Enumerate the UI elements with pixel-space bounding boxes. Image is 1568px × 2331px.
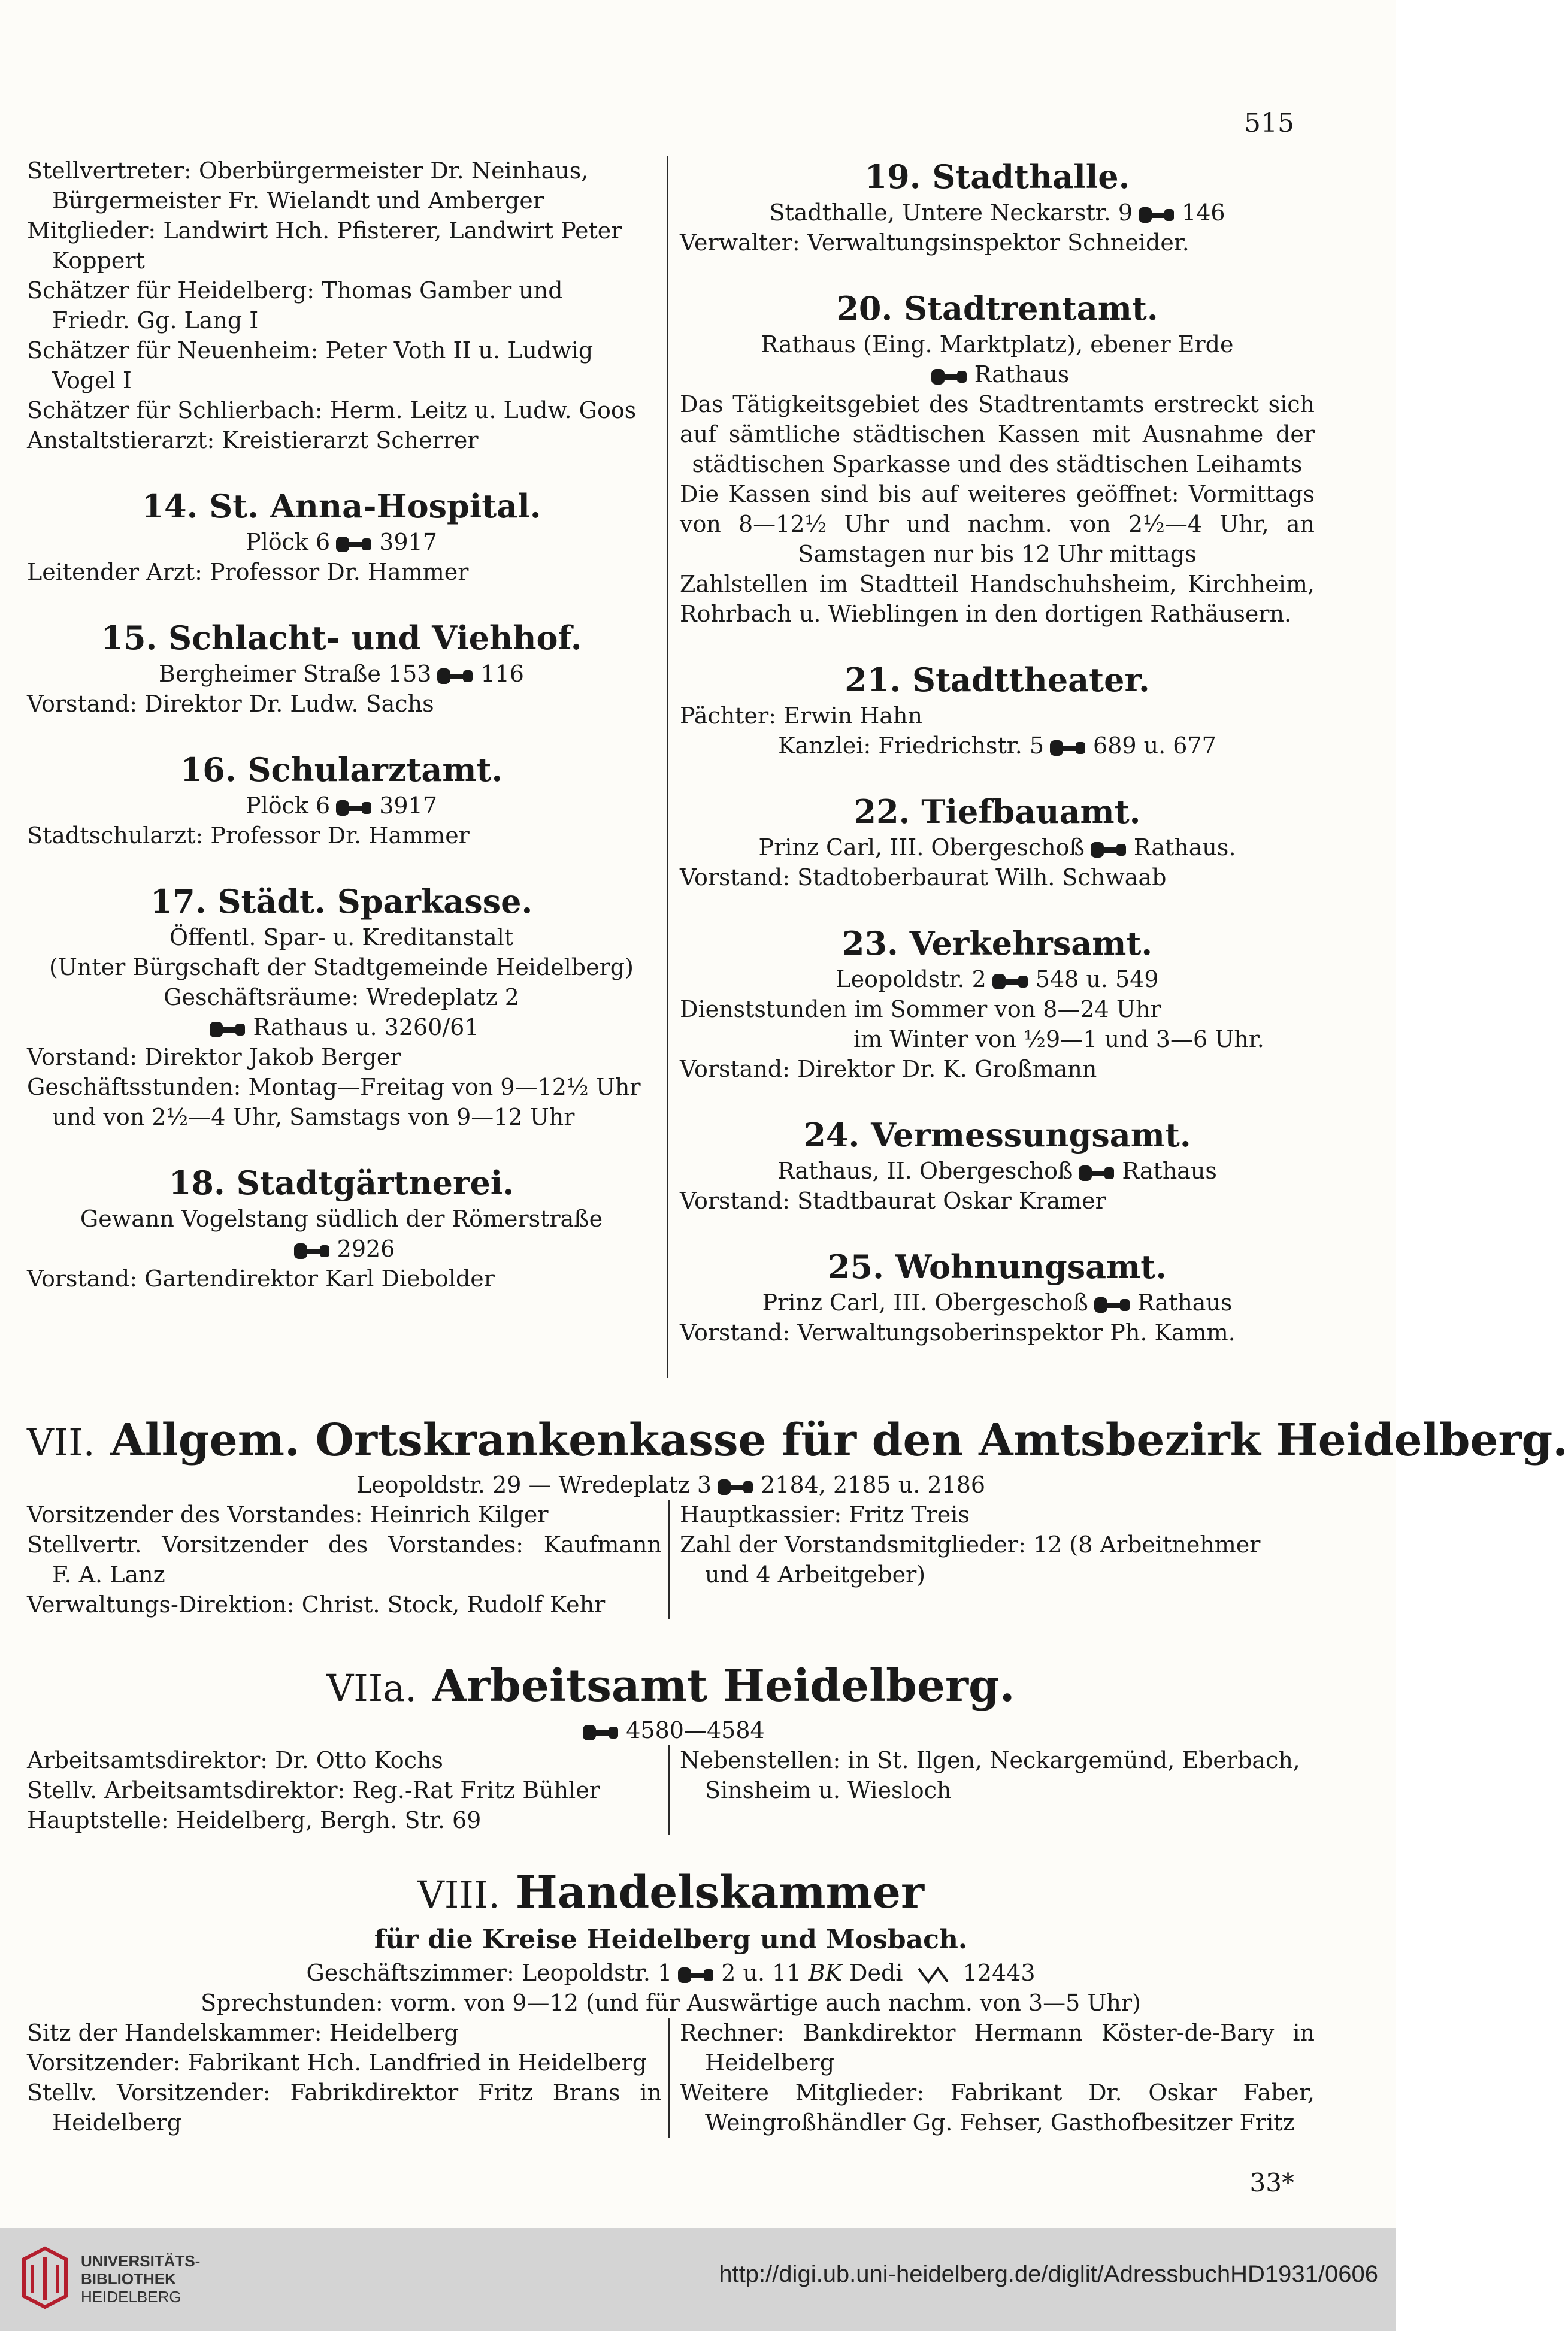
source-url-link[interactable]: http://digi.ub.uni-heidelberg.de/diglit/AdressbuchHD1931/0606 bbox=[719, 2261, 1378, 2287]
telephone-icon bbox=[1079, 1166, 1116, 1181]
phone-number: 2 u. 11 bbox=[721, 1960, 801, 1986]
library-name-line: UNIVERSITÄTS- bbox=[81, 2252, 201, 2270]
library-name bbox=[81, 2252, 200, 2306]
left-column bbox=[27, 2018, 662, 2138]
address: Kanzlei: Friedrichstr. 5 bbox=[778, 732, 1045, 759]
telephone-icon bbox=[1050, 740, 1087, 756]
address-line bbox=[680, 1288, 1315, 1318]
address-line bbox=[680, 964, 1315, 994]
person-line: Stellv. Vorsitzender: Fabrikdirektor Fritz Brans in bbox=[27, 2079, 662, 2106]
address-line bbox=[680, 731, 1315, 761]
person-line: Vorsitzender: Fabrikant Hch. Landfried in Heidelberg bbox=[27, 2050, 647, 2076]
section-title bbox=[27, 1866, 1315, 1922]
left-column bbox=[27, 1745, 662, 1835]
address-line bbox=[680, 1156, 1315, 1186]
address-line bbox=[27, 659, 656, 689]
section-heading: 14. St. Anna-Hospital. bbox=[141, 487, 541, 525]
info-line: Gewann Vogelstang südlich der Römerstraße bbox=[80, 1206, 603, 1232]
address: Bergheimer Straße 153 bbox=[159, 661, 432, 687]
section-heading: 19. Stadthalle. bbox=[864, 158, 1130, 196]
phone-line bbox=[27, 1715, 1315, 1745]
address: Stadthalle, Untere Neckarstr. 9 bbox=[769, 199, 1133, 226]
section-viii bbox=[27, 1866, 1315, 2138]
two-column-directory bbox=[27, 156, 1315, 1378]
right-column bbox=[680, 1500, 1315, 1590]
phone-line bbox=[27, 1234, 656, 1264]
telephone-icon bbox=[931, 369, 968, 385]
telegraph-number: 12443 bbox=[962, 1960, 1036, 1986]
telephone-icon bbox=[1091, 842, 1128, 858]
right-column bbox=[680, 2018, 1315, 2138]
person-line: Vorstand: Stadtoberbaurat Wilh. Schwaab bbox=[680, 864, 1167, 891]
left-column bbox=[27, 156, 656, 1294]
telephone-icon bbox=[294, 1243, 331, 1259]
intro-line: Friedr. Gg. Lang I bbox=[52, 307, 259, 334]
intro-line: Schätzer für Heidelberg: Thomas Gamber und bbox=[27, 277, 563, 304]
phone-number: Rathaus u. 3260/61 bbox=[253, 1014, 479, 1040]
person-line: Hauptkassier: Fritz Treis bbox=[680, 1501, 970, 1528]
intro-line: Bürgermeister Fr. Wielandt und Amberger bbox=[52, 187, 544, 214]
address: Plöck 6 bbox=[246, 792, 331, 819]
person-line: Sitz der Handelskammer: Heidelberg bbox=[27, 2020, 459, 2046]
section-heading: 22. Tiefbauamt. bbox=[853, 792, 1141, 831]
telephone-icon bbox=[210, 1022, 247, 1037]
address: Leopoldstr. 29 — Wredeplatz 3 bbox=[356, 1472, 712, 1498]
phone-number: 2926 bbox=[337, 1236, 395, 1262]
address-line: Rathaus (Eing. Marktplatz), ebener Erde bbox=[761, 331, 1234, 358]
telephone-icon bbox=[336, 537, 373, 552]
phone-number: 689 u. 677 bbox=[1093, 732, 1216, 759]
bk-abbreviation: BK bbox=[808, 1960, 842, 1986]
address-line bbox=[27, 791, 656, 821]
page-number: 515 bbox=[1244, 108, 1294, 138]
info-line: Öffentl. Spar- u. Kreditanstalt bbox=[169, 924, 514, 950]
telephone-icon bbox=[1094, 1297, 1131, 1313]
person-line: Hauptstelle: Heidelberg, Bergh. Str. 69 bbox=[27, 1807, 482, 1833]
intro-line: Vogel I bbox=[52, 367, 132, 393]
telephone-icon bbox=[336, 800, 373, 816]
section-heading: 25. Wohnungsamt. bbox=[827, 1248, 1167, 1286]
section-heading: 18. Stadtgärtnerei. bbox=[168, 1164, 514, 1202]
address: Leopoldstr. 2 bbox=[836, 966, 986, 992]
section-heading: 20. Stadtrentamt. bbox=[836, 289, 1158, 328]
paragraph-line: Die Kassen sind bis auf weiteres geöffnet: Vormittags bbox=[680, 481, 1315, 507]
phone-number: 2184, 2185 u. 2186 bbox=[761, 1472, 986, 1498]
paragraph-line: Samstagen nur bis 12 Uhr mittags bbox=[798, 541, 1197, 567]
section-heading: 16. Schularztamt. bbox=[180, 750, 503, 789]
phone-number: 3917 bbox=[379, 529, 437, 555]
phone-number: 4580—4584 bbox=[626, 1717, 765, 1743]
column-divider bbox=[667, 156, 668, 1378]
address: Plöck 6 bbox=[246, 529, 331, 555]
paragraph-line: Rohrbach u. Wieblingen in den dortigen Rathäusern. bbox=[680, 601, 1292, 627]
hours-line: im Winter von ½9—1 und 3—6 Uhr. bbox=[853, 1026, 1264, 1052]
section-heading: 15. Schlacht- und Viehhof. bbox=[101, 619, 582, 657]
address: Prinz Carl, III. Obergeschoß bbox=[762, 1289, 1088, 1316]
section-heading: 21. Stadttheater. bbox=[844, 661, 1150, 699]
library-name-line: BIBLIOTHEK bbox=[81, 2270, 176, 2288]
office-line bbox=[27, 1958, 1315, 1988]
phone-number: Rathaus bbox=[974, 361, 1070, 388]
address: Rathaus, II. Obergeschoß bbox=[777, 1158, 1073, 1184]
section-columns bbox=[27, 1745, 1315, 1835]
intro-line: Schätzer für Schlierbach: Herm. Leitz u. Ludw. Goos bbox=[27, 397, 637, 423]
person-line: und 4 Arbeitgeber) bbox=[705, 1561, 926, 1588]
intro-line: Mitglieder: Landwirt Hch. Pfisterer, Landwirt Peter bbox=[27, 217, 622, 244]
signature-mark: 33* bbox=[1249, 2168, 1294, 2197]
telephone-icon bbox=[718, 1479, 755, 1495]
address: Prinz Carl, III. Obergeschoß bbox=[758, 834, 1085, 861]
section-name: Arbeitsamt Heidelberg. bbox=[432, 1660, 1015, 1712]
section-columns bbox=[27, 1500, 1315, 1619]
telephone-icon bbox=[992, 974, 1030, 989]
dedi-label: Dedi bbox=[849, 1960, 903, 1986]
address-line bbox=[680, 833, 1315, 862]
person-line: Vorstand: Stadtbaurat Oskar Kramer bbox=[680, 1188, 1106, 1214]
phone-number: Rathaus bbox=[1137, 1289, 1233, 1316]
person-line: Heidelberg bbox=[52, 2109, 182, 2136]
left-column bbox=[27, 1500, 662, 1619]
office-address: Geschäftszimmer: Leopoldstr. 1 bbox=[306, 1960, 673, 1986]
section-title bbox=[27, 1413, 1568, 1470]
section-subtitle: für die Kreise Heidelberg und Mosbach. bbox=[374, 1924, 968, 1955]
hours-line: Sprechstunden: vorm. von 9—12 (und für Auswärtige auch nachm. von 3—5 Uhr) bbox=[201, 1990, 1141, 2016]
column-divider bbox=[668, 2018, 670, 2138]
right-column bbox=[680, 156, 1315, 1348]
section-number: VII. bbox=[27, 1421, 95, 1464]
person-line: Zahl der Vorstandsmitglieder: 12 (8 Arbeitnehmer bbox=[680, 1531, 1261, 1558]
person-line: Stellv. Arbeitsamtsdirektor: Reg.-Rat Fritz Bühler bbox=[27, 1777, 600, 1803]
telephone-icon bbox=[678, 1967, 715, 1983]
person-line: Leitender Arzt: Professor Dr. Hammer bbox=[27, 559, 469, 585]
paragraph-line: auf sämtliche städtischen Kassen mit Ausnahme der bbox=[680, 421, 1315, 447]
column-divider bbox=[668, 1500, 670, 1619]
address-line bbox=[27, 1470, 1315, 1500]
section-viia bbox=[27, 1659, 1315, 1835]
phone-number: Rathaus bbox=[1122, 1158, 1217, 1184]
address-line bbox=[680, 198, 1315, 228]
person-line: Vorstand: Direktor Dr. Ludw. Sachs bbox=[27, 691, 434, 717]
person-line: Heidelberg bbox=[705, 2050, 835, 2076]
phone-number: 116 bbox=[480, 661, 524, 687]
phone-number: 548 u. 549 bbox=[1035, 966, 1159, 992]
telephone-icon bbox=[1139, 207, 1176, 223]
telegraph-icon bbox=[916, 1966, 950, 1984]
phone-line bbox=[680, 359, 1315, 389]
person-line: Stellvertr. Vorsitzender des Vorstandes: Kaufmann bbox=[27, 1531, 662, 1558]
section-vii bbox=[27, 1413, 1568, 1619]
library-name-line: HEIDELBERG bbox=[81, 2288, 181, 2306]
paragraph-line: von 8—12½ Uhr und nachm. von 2½—4 Uhr, an bbox=[680, 511, 1315, 537]
intro-line: Stellvertreter: Oberbürgermeister Dr. Neinhaus, bbox=[27, 158, 589, 184]
person-line: Rechner: Bankdirektor Hermann Köster-de-Bary in bbox=[680, 2020, 1315, 2046]
phone-number: 146 bbox=[1182, 199, 1225, 226]
paragraph-line: städtischen Sparkasse und des städtischen Leihamts bbox=[692, 451, 1303, 477]
paragraph-line: Zahlstellen im Stadtteil Handschuhsheim, Kirchheim, bbox=[680, 571, 1315, 597]
person-line: Vorstand: Verwaltungsoberinspektor Ph. Kamm. bbox=[680, 1319, 1236, 1346]
person-line: Weingroßhändler Gg. Fehser, Gasthofbesitzer Fritz bbox=[705, 2109, 1295, 2136]
intro-line: Anstaltstierarzt: Kreistierarzt Scherrer bbox=[27, 427, 479, 453]
section-name: Allgem. Ortskrankenkasse für den Amtsbezirk Heidelberg. bbox=[110, 1415, 1568, 1466]
section-heading: 17. Städt. Sparkasse. bbox=[150, 882, 533, 921]
hours-line: Geschäftsstunden: Montag—Freitag von 9—12½ Uhr bbox=[27, 1074, 641, 1100]
section-heading: 23. Verkehrsamt. bbox=[841, 924, 1153, 962]
intro-line: Koppert bbox=[52, 247, 145, 274]
library-logo-icon bbox=[18, 2245, 72, 2311]
phone-number: 3917 bbox=[379, 792, 437, 819]
person-line: Vorsitzender des Vorstandes: Heinrich Kilger bbox=[27, 1501, 549, 1528]
section-number: VIIa. bbox=[326, 1666, 417, 1710]
person-line: Pächter: Erwin Hahn bbox=[680, 703, 922, 729]
footer-bar bbox=[0, 2228, 1396, 2331]
section-heading: 24. Vermessungsamt. bbox=[803, 1116, 1191, 1154]
hours-line: und von 2½—4 Uhr, Samstags von 9—12 Uhr bbox=[52, 1104, 575, 1130]
column-divider bbox=[668, 1745, 670, 1835]
info-line: Geschäftsräume: Wredeplatz 2 bbox=[164, 984, 519, 1010]
person-line: Stadtschularzt: Professor Dr. Hammer bbox=[27, 822, 470, 849]
person-line: Verwaltungs-Direktion: Christ. Stock, Rudolf Kehr bbox=[27, 1591, 606, 1618]
address-line bbox=[27, 527, 656, 557]
hours-line: Dienststunden im Sommer von 8—24 Uhr bbox=[680, 996, 1161, 1022]
intro-line: Schätzer für Neuenheim: Peter Voth II u. Ludwig bbox=[27, 337, 594, 364]
phone-number: Rathaus. bbox=[1133, 834, 1236, 861]
right-column bbox=[680, 1745, 1315, 1805]
section-title bbox=[27, 1659, 1315, 1715]
paragraph-line: Das Tätigkeitsgebiet des Stadtrentamts erstreckt sich bbox=[680, 391, 1315, 417]
telephone-icon bbox=[583, 1725, 620, 1740]
section-number: VIII. bbox=[417, 1873, 501, 1917]
person-line: Sinsheim u. Wiesloch bbox=[705, 1777, 952, 1803]
person-line: F. A. Lanz bbox=[52, 1561, 165, 1588]
info-line: (Unter Bürgschaft der Stadtgemeinde Heidelberg) bbox=[49, 954, 634, 980]
section-name: Handelskammer bbox=[515, 1867, 924, 1918]
phone-line bbox=[27, 1012, 656, 1042]
person-line: Arbeitsamtsdirektor: Dr. Otto Kochs bbox=[27, 1747, 443, 1773]
person-line: Vorstand: Gartendirektor Karl Diebolder bbox=[27, 1266, 495, 1292]
person-line: Verwalter: Verwaltungsinspektor Schneider. bbox=[680, 229, 1189, 256]
telephone-icon bbox=[437, 668, 474, 684]
person-line: Nebenstellen: in St. Ilgen, Neckargemünd, Eberbach, bbox=[680, 1747, 1300, 1773]
person-line: Vorstand: Direktor Dr. K. Großmann bbox=[680, 1056, 1097, 1082]
section-columns bbox=[27, 2018, 1315, 2138]
person-line: Weitere Mitglieder: Fabrikant Dr. Oskar Faber, bbox=[680, 2079, 1315, 2106]
person-line: Vorstand: Direktor Jakob Berger bbox=[27, 1044, 401, 1070]
